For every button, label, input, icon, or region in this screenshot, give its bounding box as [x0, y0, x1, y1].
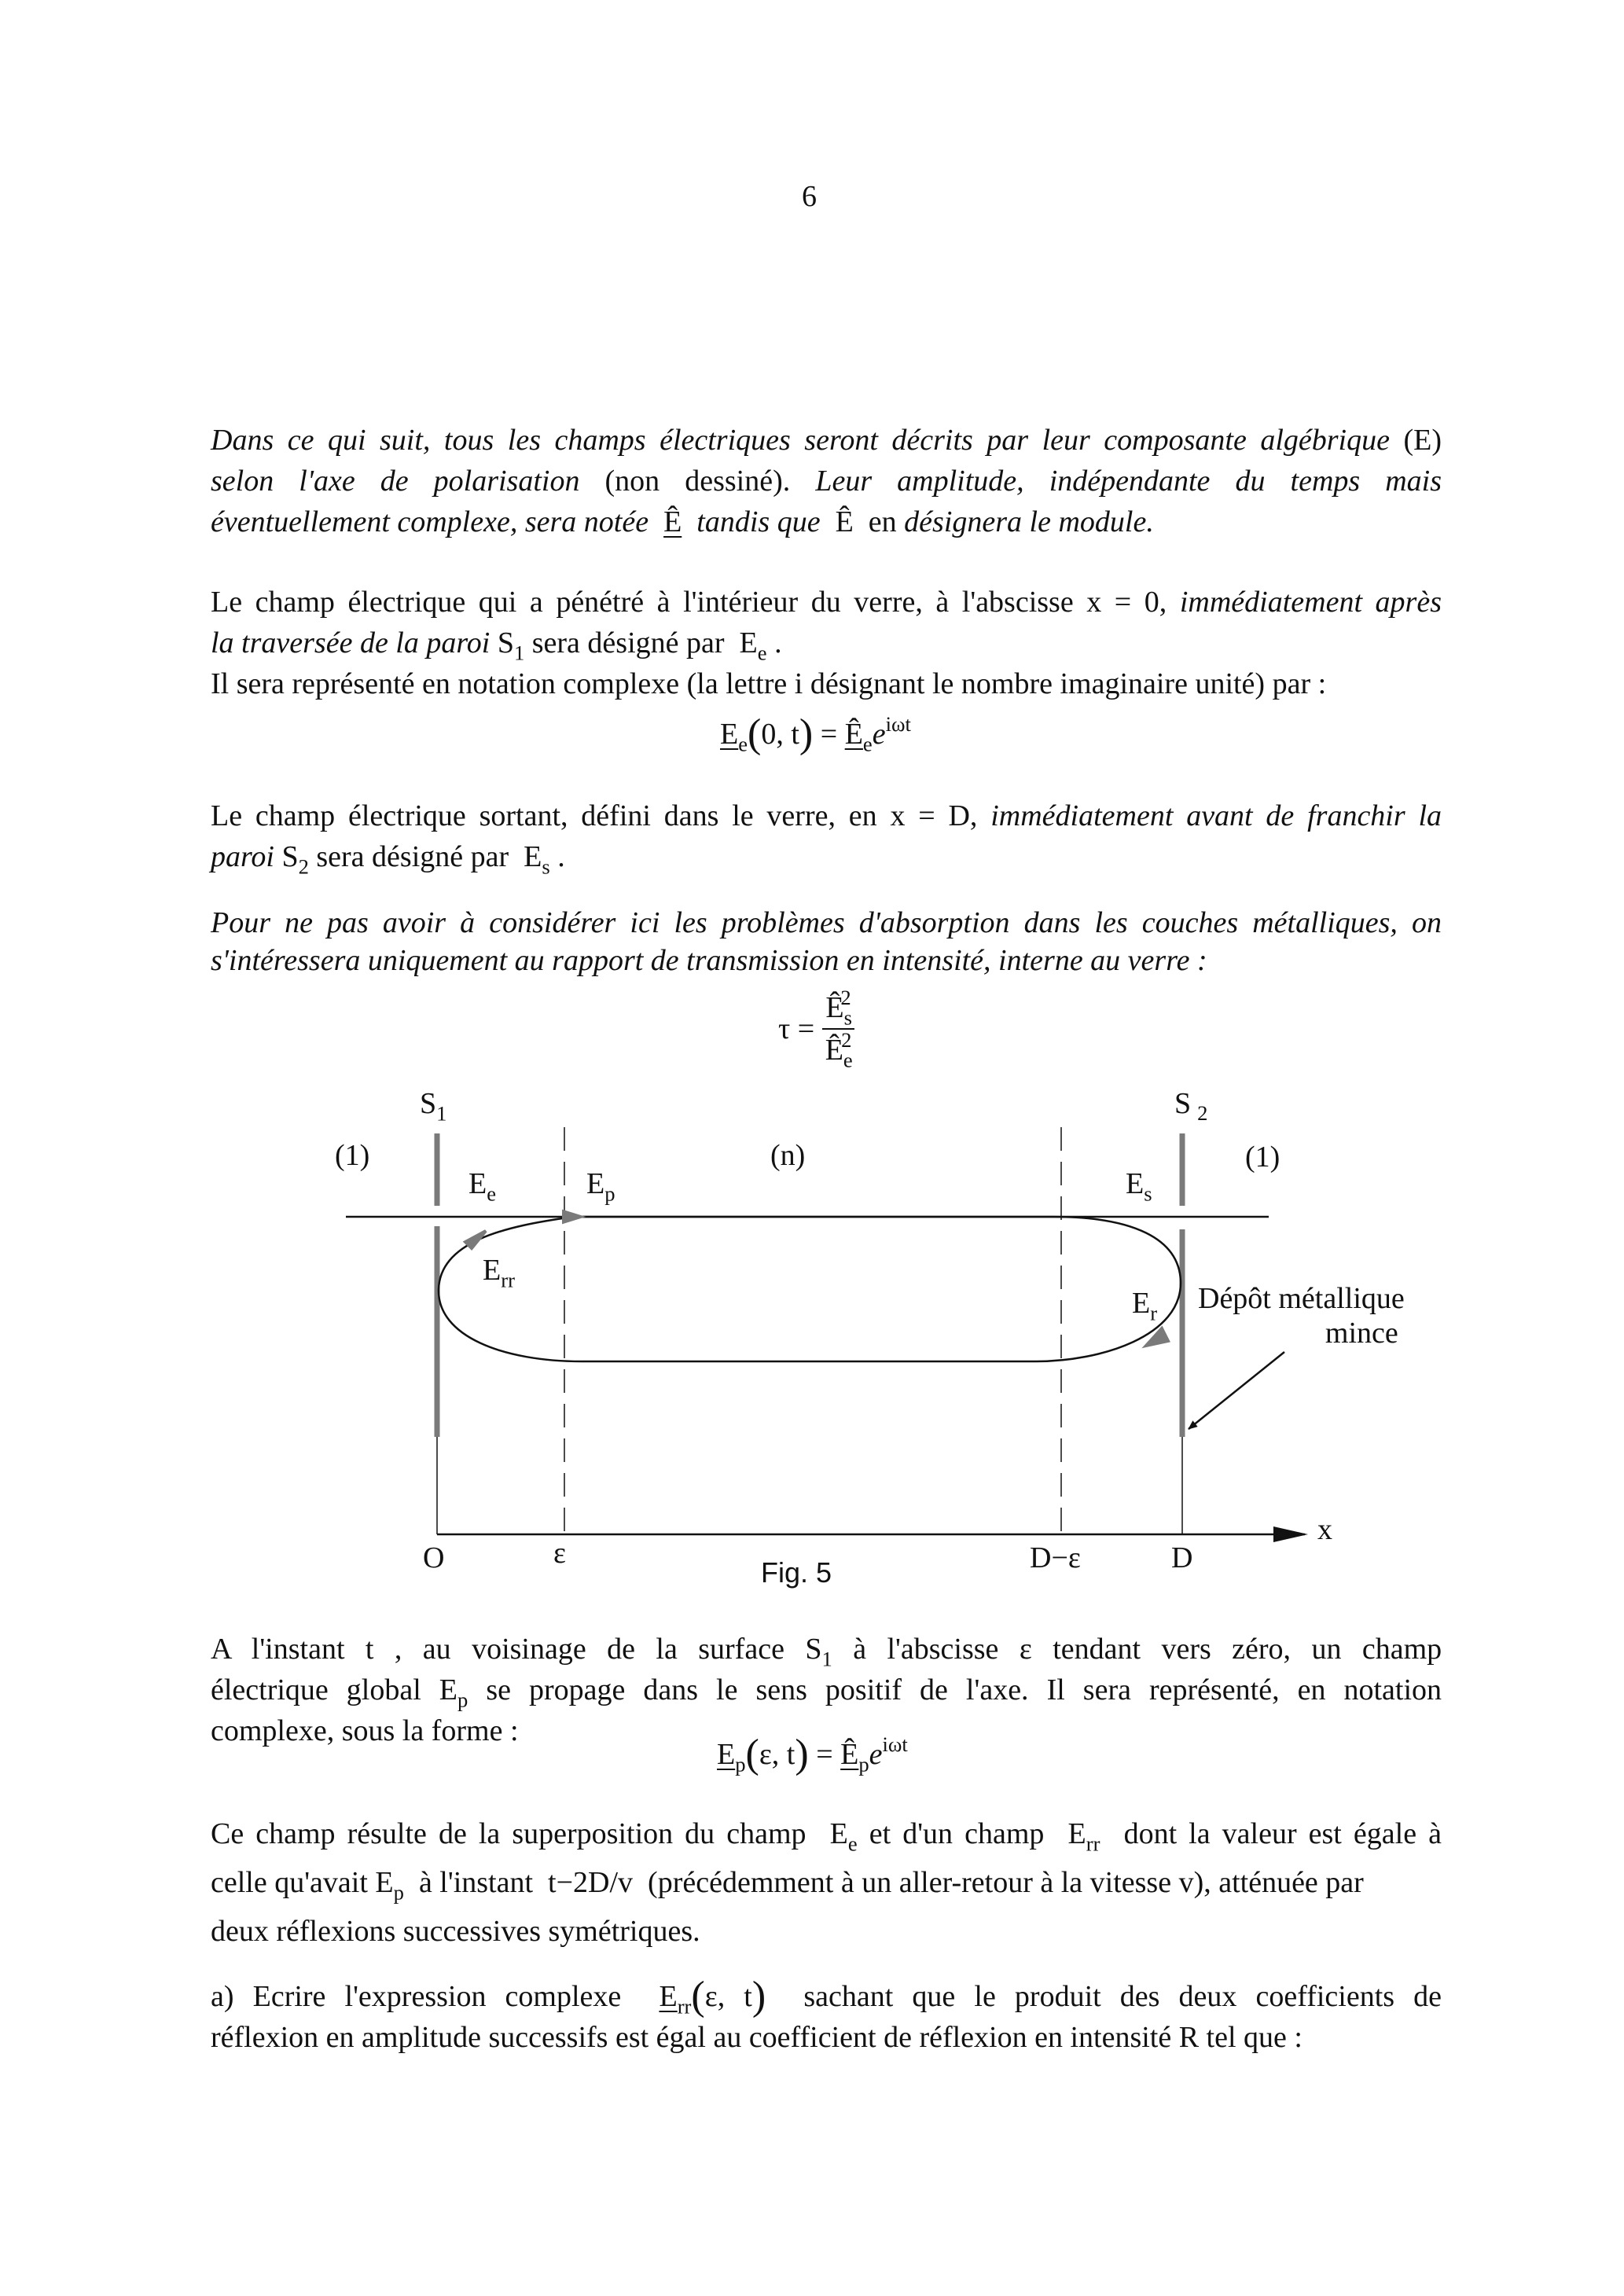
equation-ep: $E_p(\varepsilon$, $t) = Ê_pe^{i\omega t}$	[717, 1732, 908, 1777]
tau-lhs: τ =	[778, 1012, 815, 1045]
instant-w5: au	[422, 1633, 451, 1666]
label-s2-sub: 2	[1197, 1101, 1208, 1126]
superposition-ep-sub: p	[393, 1880, 404, 1905]
ee-symbol: E	[739, 626, 758, 659]
entree-text-2a: la traversée de la paroi	[211, 626, 491, 659]
instant-w16: un	[1311, 1633, 1342, 1666]
tick-label-d-minus-epsilon: D−ε	[1030, 1541, 1081, 1574]
entree-text-2c: .	[774, 626, 782, 659]
ee-subscript: e	[757, 641, 767, 665]
tau-num-sub: s	[843, 1005, 852, 1030]
question-a-err-letter: E	[659, 1980, 678, 2013]
sortie-text-1b: immédiatement avant de franchir la	[990, 799, 1442, 832]
superposition-ep-letter: E	[375, 1866, 394, 1899]
entree-text-1b: immédiatement après	[1179, 586, 1442, 619]
question-a-err-args: ε, t	[704, 1980, 752, 2013]
instant-paragraph	[211, 1629, 1442, 1751]
label-s1-letter: S	[420, 1087, 437, 1120]
label-axis-x: x	[1317, 1513, 1332, 1546]
tau-den-sup: 2	[841, 1028, 852, 1052]
superposition-text-1a: Ce champ résulte de la superposition du champ	[211, 1817, 806, 1850]
instant-text-2a: électrique global	[211, 1673, 421, 1706]
s2-subscript: 2	[298, 854, 309, 879]
question-a-paragraph	[211, 1976, 1442, 2058]
instant-s1-letter: S	[805, 1633, 822, 1666]
label-ee-letter: E	[468, 1167, 487, 1200]
label-er-sub: r	[1150, 1301, 1158, 1325]
tau-den-sub: e	[843, 1048, 853, 1072]
s1-symbol: S	[497, 626, 514, 659]
instant-line-2	[211, 1670, 1442, 1710]
instant-w17: champ	[1361, 1633, 1442, 1666]
tau-den-letter: Ê	[825, 1034, 843, 1067]
eq2-equals: =	[816, 1738, 833, 1771]
entree-line-3: Il sera représenté en notation complexe (la lettre i désignant le nombre imaginaire unité) par :	[211, 667, 1327, 700]
label-er-letter: E	[1132, 1287, 1151, 1320]
sortie-text-2a: paroi	[211, 840, 274, 873]
instant-w9: surface	[698, 1633, 784, 1666]
intro-text-2b: Leur amplitude, indépendante du temps mais	[815, 465, 1442, 498]
instant-w11: l'abscisse	[887, 1633, 999, 1666]
sortie-text-2c: .	[557, 840, 565, 873]
superposition-text-2c: (précédemment à un aller-retour à la vitesse v), atténuée par	[648, 1866, 1364, 1899]
sortie-text-2b: sera désigné par	[316, 840, 509, 873]
label-medium-right: (1)	[1245, 1141, 1280, 1174]
label-s1-sub: 1	[436, 1101, 447, 1126]
label-err	[483, 1253, 515, 1292]
intro-text-3a: éventuellement complexe, sera notée	[211, 505, 649, 538]
eq2-lhs-letter: E	[717, 1738, 736, 1771]
eq2-exp-power: iωt	[882, 1732, 908, 1757]
intro-text-3b: tandis que	[696, 505, 821, 538]
eq1-rhs-letter: Ê	[844, 718, 863, 751]
superposition-paragraph	[211, 1809, 1442, 1956]
question-a-text-1b: sachant que le produit des deux coefficients de	[803, 1980, 1442, 2013]
sortie-text-1a: Le champ électrique sortant, défini dans le verre, en x = D,	[211, 799, 978, 832]
instant-s1-sub: 1	[821, 1647, 832, 1671]
intro-text-2a: selon l'axe de polarisation	[211, 465, 580, 498]
round-trip-loop	[439, 1217, 1181, 1361]
instant-ep-sub: p	[457, 1688, 468, 1712]
ee-arrow-icon	[563, 1210, 583, 1223]
superposition-text-2a: celle qu'avait	[211, 1866, 368, 1899]
x-axis-arrow-icon	[1273, 1526, 1308, 1542]
depot-line-1: Dépôt métallique	[1198, 1282, 1405, 1315]
superposition-ee-letter: E	[829, 1817, 848, 1850]
superposition-line-2	[211, 1858, 1442, 1907]
modulus-symbol: Ê	[835, 505, 854, 538]
tick-label-d: D	[1171, 1541, 1193, 1574]
eq2-lhs-sub: p	[735, 1752, 746, 1776]
label-ep	[586, 1166, 615, 1206]
question-a-err: $E_{rr}(\varepsilon$, t)	[659, 1974, 766, 2019]
label-s1	[420, 1086, 447, 1126]
superposition-ee	[829, 1817, 858, 1856]
label-ep-sub: p	[604, 1181, 615, 1206]
label-es	[1126, 1166, 1152, 1206]
s1-subscript: 1	[513, 641, 525, 665]
instant-w14: vers	[1161, 1633, 1211, 1666]
er-arrow-icon	[1146, 1328, 1168, 1346]
intro-text-3d: désignera le module.	[904, 505, 1154, 538]
tick-label-o: O	[423, 1541, 445, 1574]
s2-symbol: S	[281, 840, 299, 873]
instant-w8: la	[656, 1633, 678, 1666]
eq1-exp-power: iωt	[885, 712, 911, 737]
label-es-letter: E	[1126, 1167, 1145, 1200]
depot-pointer-line	[1189, 1352, 1284, 1429]
instant-w12: ε	[1019, 1633, 1032, 1666]
equation-ee: $E_e(0$, $t) = Ê_ee^{i\omega t}$	[720, 711, 911, 757]
question-a-text-1a: a) Ecrire l'expression complexe	[211, 1980, 622, 2013]
intro-paren-non-dessine: (non dessiné).	[604, 465, 791, 498]
err-arrow-icon	[465, 1231, 486, 1248]
superposition-ep	[375, 1866, 404, 1905]
es-subscript: s	[542, 854, 550, 879]
superposition-line-1	[211, 1809, 1442, 1858]
tick-label-epsilon: ε	[553, 1537, 566, 1570]
entree-text-1a: Le champ électrique qui a pénétré à l'intérieur du verre, à l'abscisse x = 0,	[211, 586, 1167, 619]
absorption-line-2: s'intéressera uniquement au rapport de transmission en intensité, interne au verre :	[211, 944, 1207, 977]
label-s2-letter: S	[1174, 1087, 1192, 1120]
question-a-line-1	[211, 1976, 1442, 2017]
superposition-ee-sub: e	[847, 1831, 858, 1856]
eq1-equals: =	[820, 718, 838, 751]
eq2-args: ε, t	[759, 1738, 795, 1771]
superposition-text-1b: et d'un champ	[869, 1817, 1045, 1850]
superposition-time: t−2D/v	[548, 1866, 634, 1899]
page-number: 6	[802, 180, 817, 213]
eq1-lhs-sub: e	[738, 732, 748, 756]
eq1-args: 0, t	[761, 718, 799, 751]
intro-text-3c: en	[868, 505, 897, 538]
eq2-rhs-letter: Ê	[840, 1738, 859, 1771]
label-s2	[1174, 1086, 1208, 1126]
label-depot-metallique	[1198, 1281, 1405, 1350]
label-medium-left: (1)	[335, 1139, 370, 1172]
superposition-text-2b: à l'instant	[418, 1866, 534, 1899]
eq2-rhs-sub: p	[858, 1752, 869, 1776]
complex-amplitude-symbol: Ê	[663, 505, 682, 538]
figure-caption: Fig. 5	[761, 1556, 832, 1589]
absorption-line-1: Pour ne pas avoir à considérer ici les problèmes d'absorption dans les couches métalliques, on	[211, 906, 1442, 939]
label-ep-letter: E	[586, 1167, 605, 1200]
instant-w1: A	[211, 1633, 231, 1666]
instant-w15: zéro,	[1232, 1633, 1291, 1666]
depot-line-2: mince	[1325, 1317, 1398, 1350]
eq1-lhs-letter: E	[720, 718, 739, 751]
label-err-letter: E	[483, 1254, 502, 1287]
instant-w4: ,	[394, 1633, 402, 1666]
label-err-sub: rr	[501, 1268, 515, 1292]
label-ee	[468, 1166, 497, 1206]
superposition-err-sub: rr	[1086, 1831, 1100, 1856]
instant-text-2b: se propage dans le sens positif de l'axe. Il sera représenté, en notation	[486, 1673, 1442, 1706]
eq1-rhs-sub: e	[862, 732, 873, 756]
instant-w13: tendant	[1053, 1633, 1141, 1666]
instant-w2: l'instant	[251, 1633, 345, 1666]
tau-num-sup: 2	[840, 986, 851, 1010]
instant-s1	[805, 1633, 832, 1671]
label-es-sub: s	[1144, 1181, 1152, 1206]
superposition-err	[1067, 1817, 1100, 1856]
superposition-line-3: deux réflexions successives symétriques.	[211, 1915, 700, 1948]
instant-w3: t	[365, 1633, 374, 1666]
question-a-line-2: réflexion en amplitude successifs est égal au coefficient de réflexion en intensité R tel que :	[211, 2021, 1303, 2054]
instant-w6: voisinage	[472, 1633, 586, 1666]
intro-text-1: Dans ce qui suit, tous les champs électriques seront décrits par leur composante algébrique	[211, 424, 1390, 457]
instant-ep	[439, 1673, 468, 1712]
es-symbol: E	[524, 840, 542, 873]
tau-num-letter: Ê	[825, 991, 844, 1024]
question-a-err-sub: rr	[677, 1994, 692, 2019]
instant-w7: de	[607, 1633, 635, 1666]
superposition-text-1c: dont la valeur est égale à	[1123, 1817, 1442, 1850]
entree-text-2b: sera désigné par	[531, 626, 725, 659]
instant-ep-letter: E	[439, 1673, 458, 1706]
eq2-exp-base: e	[869, 1738, 883, 1771]
label-medium-center: (n)	[770, 1139, 806, 1172]
superposition-err-letter: E	[1067, 1817, 1086, 1850]
label-er	[1132, 1286, 1158, 1325]
instant-w10: à	[853, 1633, 867, 1666]
eq1-exp-base: e	[872, 718, 886, 751]
intro-paren-e: (E)	[1403, 424, 1442, 457]
instant-line-3: complexe, sous la forme :	[211, 1714, 519, 1747]
label-ee-sub: e	[487, 1181, 497, 1206]
instant-line-1	[211, 1629, 1442, 1670]
